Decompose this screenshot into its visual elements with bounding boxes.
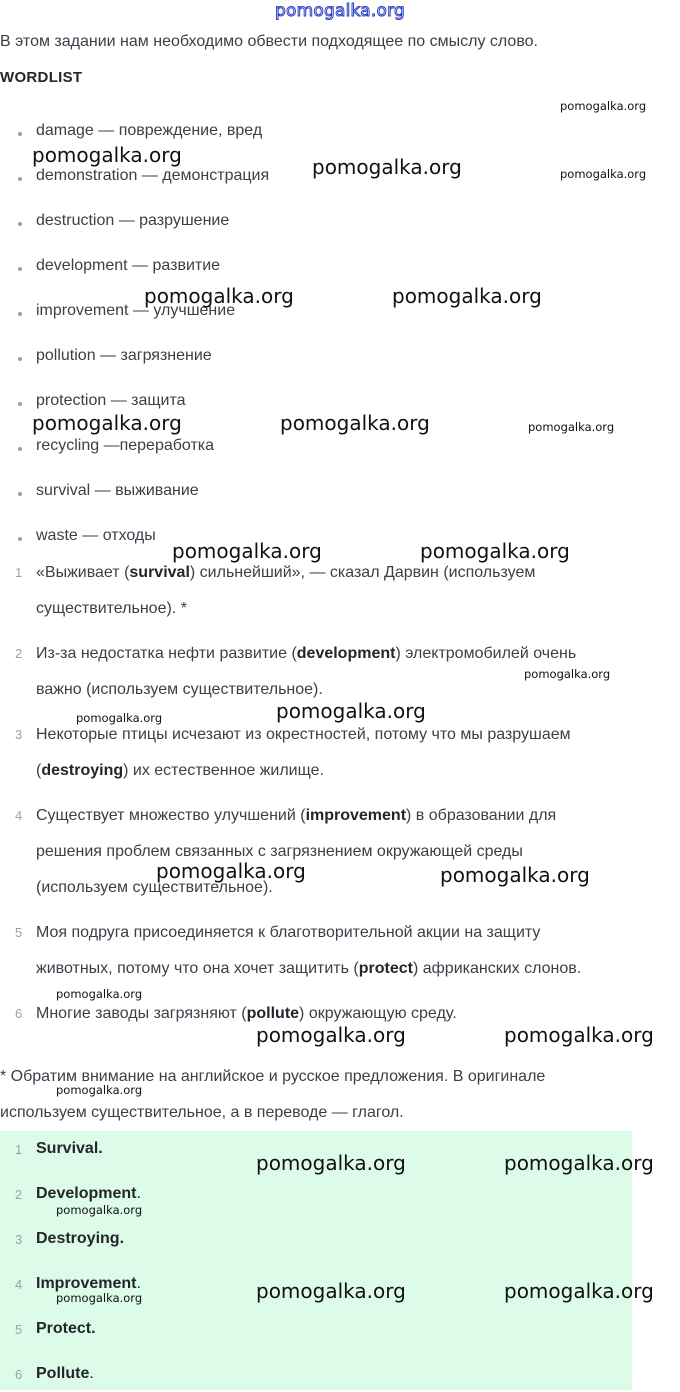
watermark: pomogalka.org (392, 284, 542, 308)
sentence-text: «Выживает ( (36, 564, 130, 581)
sentence-text: ( (36, 762, 42, 779)
answer-period: . (91, 1320, 96, 1337)
sentence-line (36, 753, 324, 789)
bullet-dot (18, 492, 22, 496)
watermark-small: pomogalka.org (528, 420, 615, 434)
answer-keyword: development (296, 645, 396, 662)
watermark-small: pomogalka.org (524, 667, 611, 681)
sentence-text: существительное). * (36, 600, 187, 617)
watermark: pomogalka.org (280, 411, 430, 435)
item-number: 2 (15, 646, 23, 661)
sentence-text: Многие заводы загрязняют ( (36, 1005, 247, 1022)
watermark: pomogalka.org (32, 411, 182, 435)
answer-period: . (89, 1365, 94, 1382)
sentence-line (36, 951, 581, 987)
answer-period: . (119, 1230, 125, 1247)
answer-item (0, 1362, 632, 1392)
answer-period: . (136, 1275, 141, 1292)
sentence-text: ) их естественное жилище. (123, 762, 324, 779)
watermark-small: pomogalka.org (56, 1291, 143, 1305)
sentence-text: животных, потому что она хочет защитить ( (36, 960, 359, 977)
watermark: pomogalka.org (312, 155, 462, 179)
answer-item (0, 1227, 632, 1257)
bullet-dot (18, 222, 22, 226)
watermark: pomogalka.org (504, 1151, 654, 1175)
sentence-text: Моя подруга присоединяется к благотворительной акции на защиту (36, 924, 541, 941)
watermark: pomogalka.org (440, 863, 590, 887)
item-number: 2 (15, 1187, 23, 1202)
watermark: pomogalka.org (256, 1151, 406, 1175)
wordlist-title: WORDLIST (0, 69, 83, 86)
wordlist-entry: waste — отходы (36, 527, 156, 544)
wordlist-entry: damage — повреждение, вред (36, 122, 263, 139)
bullet-dot (18, 357, 22, 361)
watermark-small: pomogalka.org (56, 987, 143, 1001)
sentence-text: (используем существительное). (36, 879, 273, 896)
bullet-dot (18, 312, 22, 316)
watermark: pomogalka.org (32, 143, 182, 167)
bullet-dot (18, 537, 22, 541)
footnote-line: * Обратим внимание на английское и русское предложения. В оригинале (0, 1068, 546, 1085)
wordlist-entry: pollution — загрязнение (36, 347, 212, 364)
sentence-text: ) окружающую среду. (299, 1005, 457, 1022)
watermark-small: pomogalka.org (560, 99, 647, 113)
answer-word (36, 1365, 94, 1383)
answer-text: Survival (36, 1140, 99, 1157)
sentence-line (36, 915, 540, 951)
sentence-text: ) африканских слонов. (412, 960, 582, 977)
bullet-dot (18, 402, 22, 406)
sentence-text: Из-за недостатка нефти развитие ( (36, 645, 297, 662)
item-number: 4 (15, 808, 23, 823)
answer-keyword: protect (358, 960, 413, 977)
watermark: pomogalka.org (504, 1279, 654, 1303)
answer-keyword: survival (129, 564, 190, 581)
answer-period: . (136, 1185, 141, 1202)
bullet-dot (18, 177, 22, 181)
answer-item (0, 1317, 632, 1347)
wordlist-entry: destruction — разрушение (36, 212, 230, 229)
bullet-dot (18, 132, 22, 136)
answer-word (36, 1320, 96, 1338)
sentence-text: ) в образовании для (406, 807, 557, 824)
item-number: 3 (15, 727, 23, 742)
sentence-text: решения проблем связанных с загрязнением окружающей среды (36, 843, 523, 860)
watermark: pomogalka.org (420, 539, 570, 563)
watermark: pomogalka.org (144, 284, 294, 308)
answer-period: . (98, 1140, 103, 1157)
answer-keyword: improvement (305, 807, 407, 824)
wordlist-entry: survival — выживание (36, 482, 199, 499)
answer-keyword: pollute (246, 1005, 300, 1022)
sentence-text: Некоторые птицы исчезают из окрестностей, потому что мы разрушаем (36, 726, 571, 743)
sentence-text: ) электромобилей очень (395, 645, 577, 662)
item-number: 1 (15, 565, 23, 580)
watermark: pomogalka.org (504, 1023, 654, 1047)
watermark: pomogalka.org (276, 699, 426, 723)
bullet-dot (18, 447, 22, 451)
answer-word (36, 1185, 141, 1203)
intro-text: В этом задании нам необходимо обвести подходящее по смыслу слово. (0, 33, 538, 50)
wordlist-entry: protection — защита (36, 392, 186, 409)
watermark: pomogalka.org (256, 1023, 406, 1047)
header-watermark: pomogalka.org (275, 1, 405, 21)
answer-word (36, 1140, 103, 1158)
wordlist-entry: improvement — улучшение (36, 302, 236, 319)
item-number: 6 (15, 1006, 23, 1021)
bullet-dot (18, 267, 22, 271)
sentence-line (36, 636, 576, 672)
watermark-small: pomogalka.org (76, 711, 163, 725)
item-number: 5 (15, 925, 23, 940)
sentence-text: Существует множество улучшений ( (36, 807, 306, 824)
watermark: pomogalka.org (256, 1279, 406, 1303)
wordlist-entry: recycling —переработка (36, 437, 215, 454)
watermark-small: pomogalka.org (56, 1083, 143, 1097)
answer-keyword: destroying (41, 762, 124, 779)
sentence-text: ) сильнейший», — сказал Дарвин (используем (189, 564, 536, 581)
answer-text: Protect (36, 1320, 92, 1337)
item-number: 1 (15, 1142, 23, 1157)
answer-text: Improvement (36, 1275, 137, 1292)
wordlist-entry: demonstration — демонстрация (36, 167, 270, 184)
item-number: 4 (15, 1277, 23, 1292)
answer-text: Development (36, 1185, 137, 1202)
wordlist-entry: development — развитие (36, 257, 221, 274)
watermark: pomogalka.org (156, 859, 306, 883)
answer-word (36, 1230, 124, 1248)
item-number: 3 (15, 1232, 23, 1247)
item-number: 5 (15, 1322, 23, 1337)
watermark-small: pomogalka.org (56, 1203, 143, 1217)
watermark-small: pomogalka.org (560, 167, 647, 181)
item-number: 6 (15, 1367, 23, 1382)
answer-text: Destroying (36, 1230, 120, 1247)
answer-text: Pollute (36, 1365, 90, 1382)
watermark: pomogalka.org (172, 539, 322, 563)
sentence-line (36, 591, 187, 627)
footnote-line: используем существительное, а в переводе — глагол. (0, 1104, 404, 1121)
sentence-line (36, 798, 556, 834)
sentence-text: важно (используем существительное). (36, 681, 323, 698)
